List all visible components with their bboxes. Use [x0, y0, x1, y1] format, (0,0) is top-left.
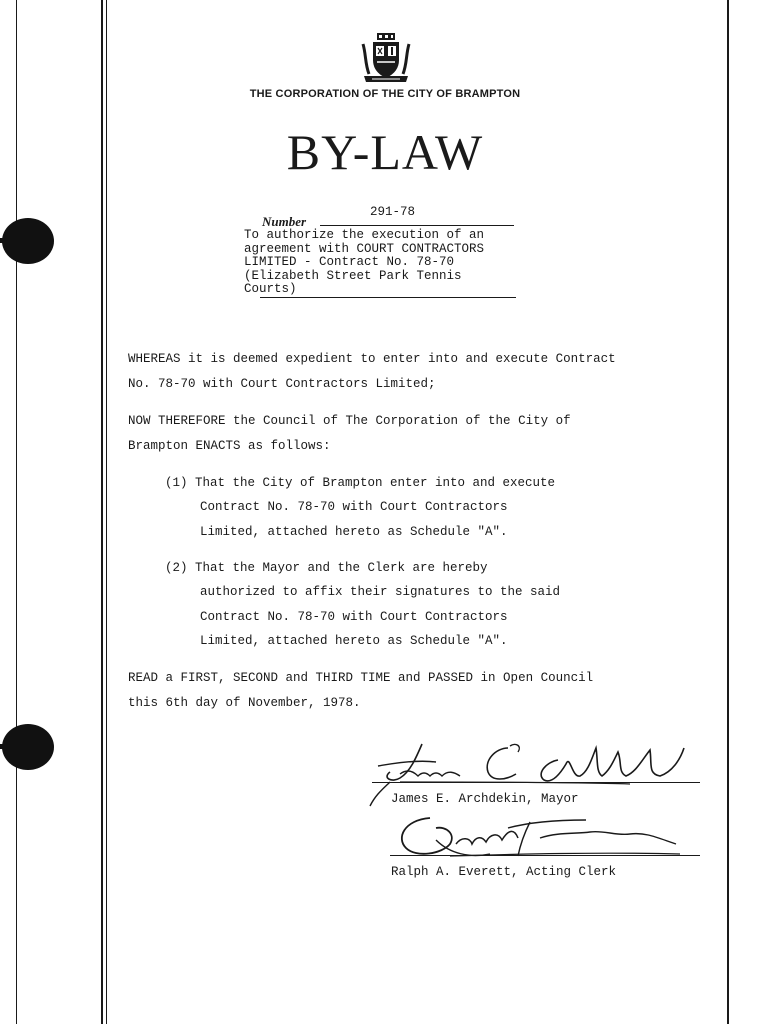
purpose-underline	[260, 297, 516, 298]
document-title: BY-LAW	[286, 124, 484, 180]
text-line: (1) That the City of Brampton enter into and execute	[165, 476, 556, 490]
mayor-name: James E. Archdekin, Mayor	[391, 792, 579, 806]
text-line: authorized to affix their signatures to the said	[200, 585, 561, 599]
text-line: Contract No. 78-70 with Court Contractors	[200, 500, 508, 514]
clerk-signature	[390, 808, 700, 866]
bylaw-purpose	[244, 229, 554, 297]
whereas-clause	[128, 347, 728, 397]
punch-hole	[2, 218, 54, 264]
text-line: WHEREAS it is deemed expedient to enter into and execute Contract	[128, 352, 616, 366]
text-line: (2) That the Mayor and the Clerk are hereby	[165, 561, 488, 575]
enacting-clause	[128, 409, 728, 459]
number-underline	[320, 225, 514, 226]
purpose-line: To authorize the execution of an	[244, 228, 485, 242]
purpose-line: LIMITED - Contract No. 78-70	[244, 255, 455, 269]
purpose-line: Courts)	[244, 282, 297, 296]
bylaw-number-label: Number	[262, 214, 307, 229]
purpose-line: agreement with COURT CONTRACTORS	[244, 241, 485, 256]
text-line: this 6th day of November, 1978.	[128, 695, 361, 710]
passage-clause	[128, 666, 728, 716]
text-line: NOW THEREFORE the Council of The Corporation of the City of	[128, 414, 571, 428]
mayor-signature-line	[372, 782, 700, 783]
text-line: Limited, attached hereto as Schedule "A".	[200, 634, 508, 648]
clerk-signature-line	[390, 855, 700, 856]
corporation-title: THE CORPORATION OF THE CITY OF BRAMPTON	[249, 88, 521, 100]
enactment-item-2	[165, 556, 728, 654]
text-line: Brampton ENACTS as follows:	[128, 439, 331, 453]
text-line: READ a FIRST, SECOND and THIRD TIME and PASSED in Open Council	[128, 670, 594, 685]
text-line: Limited, attached hereto as Schedule "A".	[200, 524, 508, 539]
purpose-line: (Elizabeth Street Park Tennis	[244, 268, 462, 283]
clerk-name: Ralph A. Everett, Acting Clerk	[391, 865, 617, 879]
enactment-item-1	[165, 471, 728, 544]
punch-hole	[2, 724, 54, 770]
bylaw-number: 291-78	[370, 205, 416, 219]
text-line: No. 78-70 with Court Contractors Limited;	[128, 377, 436, 391]
bylaw-body	[128, 347, 728, 728]
text-line: Contract No. 78-70 with Court Contractors	[200, 609, 508, 624]
coat-of-arms-icon	[360, 32, 412, 84]
